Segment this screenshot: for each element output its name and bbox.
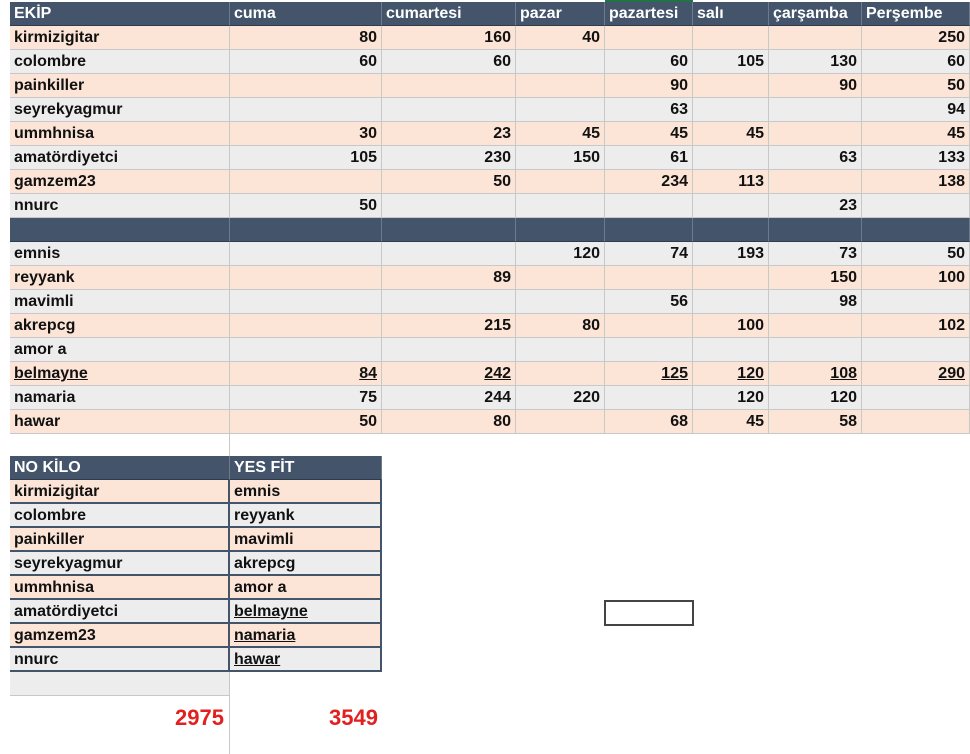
no-kilo-member[interactable]: gamzem23 — [10, 624, 230, 648]
main-header-0[interactable]: EKİP — [10, 2, 230, 26]
value-cell[interactable] — [516, 362, 605, 386]
value-cell[interactable] — [693, 26, 769, 50]
member-name-cell[interactable]: gamzem23 — [10, 170, 230, 194]
main-header-5[interactable]: salı — [693, 2, 769, 26]
value-cell[interactable] — [862, 290, 970, 314]
value-cell[interactable]: 230 — [382, 146, 516, 170]
value-cell[interactable]: 80 — [382, 410, 516, 434]
main-header-4[interactable]: pazartesi — [605, 2, 693, 26]
value-cell[interactable]: 23 — [769, 194, 862, 218]
value-cell[interactable] — [516, 266, 605, 290]
value-cell[interactable] — [382, 338, 516, 362]
value-cell[interactable] — [230, 314, 382, 338]
member-name-cell[interactable]: emnis — [10, 242, 230, 266]
value-cell[interactable] — [693, 266, 769, 290]
value-cell[interactable] — [382, 290, 516, 314]
value-cell[interactable] — [516, 194, 605, 218]
value-cell[interactable]: 90 — [605, 74, 693, 98]
value-cell[interactable] — [769, 170, 862, 194]
value-cell[interactable]: 56 — [605, 290, 693, 314]
value-cell[interactable] — [862, 194, 970, 218]
separator-cell[interactable] — [10, 218, 230, 242]
value-cell[interactable]: 130 — [769, 50, 862, 74]
value-cell[interactable]: 61 — [605, 146, 693, 170]
value-cell[interactable] — [605, 266, 693, 290]
member-name-cell[interactable]: belmayne — [10, 362, 230, 386]
yes-fit-member[interactable]: emnis — [230, 480, 382, 504]
value-cell[interactable] — [382, 242, 516, 266]
value-cell[interactable] — [230, 266, 382, 290]
value-cell[interactable]: 215 — [382, 314, 516, 338]
value-cell[interactable]: 102 — [862, 314, 970, 338]
value-cell[interactable] — [693, 98, 769, 122]
value-cell[interactable] — [769, 26, 862, 50]
member-name-cell[interactable]: namaria — [10, 386, 230, 410]
separator-cell[interactable] — [230, 218, 382, 242]
value-cell[interactable]: 58 — [769, 410, 862, 434]
member-name-cell[interactable]: kirmizigitar — [10, 26, 230, 50]
yes-fit-header[interactable]: YES FİT — [230, 456, 382, 480]
value-cell[interactable]: 63 — [605, 98, 693, 122]
value-cell[interactable]: 50 — [862, 74, 970, 98]
separator-cell[interactable] — [605, 218, 693, 242]
no-kilo-member[interactable]: nnurc — [10, 648, 230, 672]
value-cell[interactable] — [516, 98, 605, 122]
value-cell[interactable]: 250 — [862, 26, 970, 50]
value-cell[interactable] — [605, 338, 693, 362]
main-header-3[interactable]: pazar — [516, 2, 605, 26]
value-cell[interactable]: 290 — [862, 362, 970, 386]
value-cell[interactable] — [862, 410, 970, 434]
value-cell[interactable]: 50 — [382, 170, 516, 194]
value-cell[interactable]: 133 — [862, 146, 970, 170]
value-cell[interactable]: 108 — [769, 362, 862, 386]
value-cell[interactable]: 80 — [516, 314, 605, 338]
value-cell[interactable]: 50 — [862, 242, 970, 266]
no-kilo-member[interactable]: colombre — [10, 504, 230, 528]
value-cell[interactable]: 150 — [769, 266, 862, 290]
value-cell[interactable]: 120 — [769, 386, 862, 410]
yes-fit-member[interactable]: akrepcg — [230, 552, 382, 576]
main-header-7[interactable]: Perşembe — [862, 2, 970, 26]
value-cell[interactable]: 94 — [862, 98, 970, 122]
value-cell[interactable] — [605, 194, 693, 218]
value-cell[interactable]: 60 — [862, 50, 970, 74]
value-cell[interactable] — [230, 74, 382, 98]
value-cell[interactable]: 120 — [693, 386, 769, 410]
value-cell[interactable]: 120 — [693, 362, 769, 386]
value-cell[interactable] — [605, 26, 693, 50]
value-cell[interactable]: 220 — [516, 386, 605, 410]
no-kilo-member[interactable]: amatördiyetci — [10, 600, 230, 624]
member-name-cell[interactable]: amor a — [10, 338, 230, 362]
value-cell[interactable]: 98 — [769, 290, 862, 314]
value-cell[interactable]: 40 — [516, 26, 605, 50]
value-cell[interactable]: 23 — [382, 122, 516, 146]
value-cell[interactable]: 45 — [516, 122, 605, 146]
yes-fit-member[interactable]: namaria — [230, 624, 382, 648]
value-cell[interactable] — [605, 386, 693, 410]
value-cell[interactable]: 160 — [382, 26, 516, 50]
value-cell[interactable]: 30 — [230, 122, 382, 146]
main-header-2[interactable]: cumartesi — [382, 2, 516, 26]
separator-cell[interactable] — [862, 218, 970, 242]
member-name-cell[interactable]: painkiller — [10, 74, 230, 98]
value-cell[interactable]: 89 — [382, 266, 516, 290]
value-cell[interactable] — [769, 314, 862, 338]
active-column-marker — [605, 0, 693, 2]
separator-cell[interactable] — [693, 218, 769, 242]
member-name-cell[interactable]: ummhnisa — [10, 122, 230, 146]
value-cell[interactable]: 74 — [605, 242, 693, 266]
value-cell[interactable] — [382, 98, 516, 122]
no-kilo-member[interactable]: ummhnisa — [10, 576, 230, 600]
value-cell[interactable] — [516, 74, 605, 98]
member-name-cell[interactable]: nnurc — [10, 194, 230, 218]
value-cell[interactable]: 138 — [862, 170, 970, 194]
member-name-cell[interactable]: hawar — [10, 410, 230, 434]
no-kilo-member[interactable]: painkiller — [10, 528, 230, 552]
value-cell[interactable]: 242 — [382, 362, 516, 386]
empty-cell[interactable] — [10, 672, 230, 696]
member-name-cell[interactable]: seyrekyagmur — [10, 98, 230, 122]
yes-fit-member[interactable]: belmayne — [230, 600, 382, 624]
value-cell[interactable]: 150 — [516, 146, 605, 170]
value-cell[interactable] — [230, 290, 382, 314]
value-cell[interactable]: 84 — [230, 362, 382, 386]
member-name-cell[interactable]: mavimli — [10, 290, 230, 314]
value-cell[interactable] — [693, 74, 769, 98]
value-cell[interactable]: 45 — [862, 122, 970, 146]
value-cell[interactable] — [516, 290, 605, 314]
value-cell[interactable]: 100 — [862, 266, 970, 290]
value-cell[interactable] — [516, 50, 605, 74]
main-header-6[interactable]: çarşamba — [769, 2, 862, 26]
member-name-cell[interactable]: akrepcg — [10, 314, 230, 338]
value-cell[interactable] — [230, 242, 382, 266]
value-cell[interactable] — [769, 338, 862, 362]
value-cell[interactable] — [516, 338, 605, 362]
yes-fit-member[interactable]: hawar — [230, 648, 382, 672]
value-cell[interactable] — [382, 74, 516, 98]
value-cell[interactable] — [605, 314, 693, 338]
value-cell[interactable]: 45 — [605, 122, 693, 146]
value-cell[interactable]: 80 — [230, 26, 382, 50]
value-cell[interactable]: 45 — [693, 122, 769, 146]
value-cell[interactable] — [516, 410, 605, 434]
value-cell[interactable]: 193 — [693, 242, 769, 266]
value-cell[interactable] — [382, 194, 516, 218]
value-cell[interactable]: 244 — [382, 386, 516, 410]
selected-cell[interactable] — [604, 600, 694, 626]
value-cell[interactable] — [230, 338, 382, 362]
value-cell[interactable]: 105 — [230, 146, 382, 170]
main-header-1[interactable]: cuma — [230, 2, 382, 26]
no-kilo-header[interactable]: NO KİLO — [10, 456, 230, 480]
yes-fit-member[interactable]: amor a — [230, 576, 382, 600]
separator-cell[interactable] — [382, 218, 516, 242]
value-cell[interactable]: 125 — [605, 362, 693, 386]
value-cell[interactable]: 60 — [605, 50, 693, 74]
member-name-cell[interactable]: amatördiyetci — [10, 146, 230, 170]
value-cell[interactable] — [516, 170, 605, 194]
value-cell[interactable]: 60 — [230, 50, 382, 74]
yes-fit-total[interactable]: 3549 — [329, 705, 378, 730]
value-cell[interactable]: 45 — [693, 410, 769, 434]
value-cell[interactable] — [693, 338, 769, 362]
value-cell[interactable]: 234 — [605, 170, 693, 194]
value-cell[interactable]: 50 — [230, 194, 382, 218]
value-cell[interactable]: 90 — [769, 74, 862, 98]
value-cell[interactable]: 105 — [693, 50, 769, 74]
value-cell[interactable] — [230, 98, 382, 122]
value-cell[interactable]: 68 — [605, 410, 693, 434]
value-cell[interactable]: 63 — [769, 146, 862, 170]
value-cell[interactable]: 120 — [516, 242, 605, 266]
value-cell[interactable] — [693, 194, 769, 218]
value-cell[interactable] — [862, 338, 970, 362]
value-cell[interactable] — [769, 122, 862, 146]
no-kilo-member[interactable]: seyrekyagmur — [10, 552, 230, 576]
value-cell[interactable]: 73 — [769, 242, 862, 266]
value-cell[interactable]: 100 — [693, 314, 769, 338]
value-cell[interactable] — [693, 290, 769, 314]
value-cell[interactable]: 75 — [230, 386, 382, 410]
yes-fit-member[interactable]: reyyank — [230, 504, 382, 528]
no-kilo-member[interactable]: kirmizigitar — [10, 480, 230, 504]
yes-fit-member[interactable]: mavimli — [230, 528, 382, 552]
value-cell[interactable]: 50 — [230, 410, 382, 434]
no-kilo-total[interactable]: 2975 — [175, 705, 224, 730]
separator-cell[interactable] — [769, 218, 862, 242]
value-cell[interactable] — [693, 146, 769, 170]
value-cell[interactable]: 60 — [382, 50, 516, 74]
member-name-cell[interactable]: colombre — [10, 50, 230, 74]
value-cell[interactable]: 113 — [693, 170, 769, 194]
value-cell[interactable] — [769, 98, 862, 122]
value-cell[interactable] — [230, 170, 382, 194]
member-name-cell[interactable]: reyyank — [10, 266, 230, 290]
value-cell[interactable] — [862, 386, 970, 410]
separator-cell[interactable] — [516, 218, 605, 242]
